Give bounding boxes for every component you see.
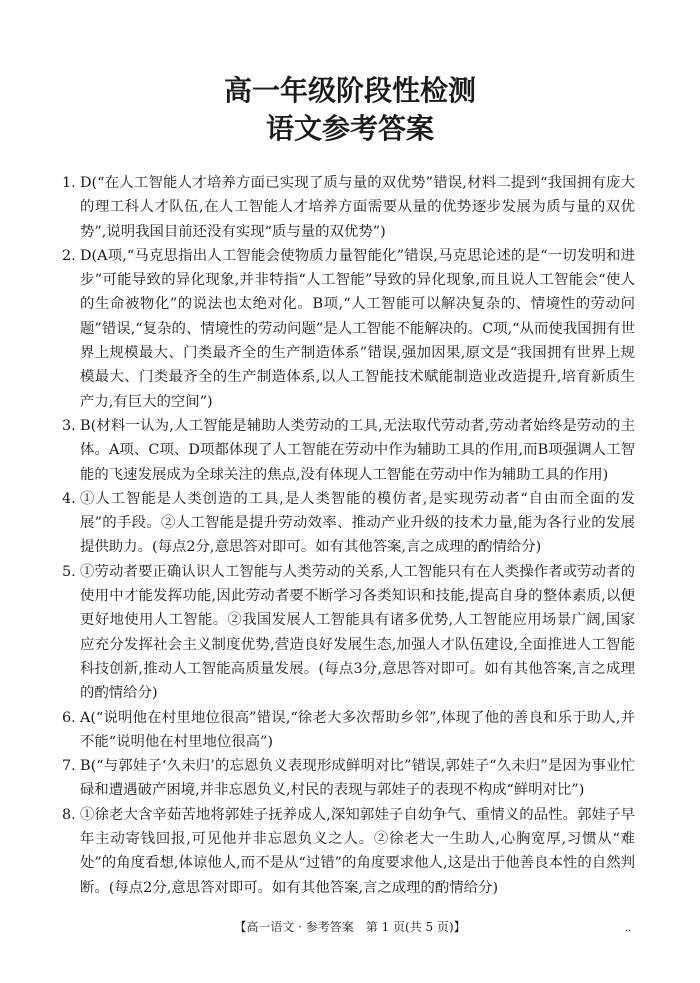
- corner-mark: ··: [625, 926, 632, 937]
- answer-item-1: [62, 171, 635, 244]
- answer-item-7: [62, 754, 635, 803]
- answer-text: D(“在人工智能人才培养方面已实现了质与量的双优势”错误,材料二提到“我国拥有庞大的理工科人才队伍,在人工智能人才培养方面需要从量的优势逐步发展为质与量的双优势”,说明我国目前还没有实现“质与量的双优势”): [80, 175, 635, 240]
- answer-text: ①劳动者要正确认识人工智能与人类劳动的关系,人工智能只有在人类操作者或劳动者的使用中才能发挥功能,因此劳动者要不断学习各类知识和技能,提高自身的整体素质,以便更好地使用人工智能。②我国发展人工智能具有诸多优势,人工智能应用场景广阔,国家应充分发挥社会主义制度优势,营造良好发展生态,加强人才队伍建设,全面推进人工智能科技创新,推动人工智能高质量发展。(每点3分,意思答对即可。如有其他答案,言之成理的酌情给分): [80, 563, 635, 702]
- answer-text: A(“说明他在村里地位很高”错误,“徐老大多次帮助乡邻”,体现了他的善良和乐于助人,并不能“说明他在村里地位很高”): [80, 709, 635, 750]
- answer-item-5: [62, 560, 635, 706]
- answer-number: 4.: [62, 490, 76, 507]
- answer-item-8: [62, 803, 635, 900]
- answer-item-3: [62, 414, 635, 487]
- answer-number: 3.: [62, 417, 76, 434]
- answer-text: D(A项,“马克思指出人工智能会使物质力量智能化”错误,马克思论述的是“一切发明和进步”可能导致的异化现象,并非特指“人工智能”导致的异化现象,而且说人工智能会“使人的生命被物化”的说法也太绝对化。B项,“人工智能可以解决复杂的、情境性的劳动问题”错误,“复杂的、情境性的劳动问题”是人工智能不能解决的。C项,“从而使我国拥有世界上规模最大、门类最齐全的生产制造体系”错误,强加因果,原文是“我国拥有世界上规模最大、门类最齐全的生产制造体系,以人工智能技术赋能制造业改造提升,培育新质生产力,有巨大的空间”): [80, 247, 635, 410]
- answer-item-2: [62, 244, 635, 414]
- page-title: 高一年级阶段性检测: [223, 74, 476, 107]
- answer-number: 1.: [62, 175, 76, 191]
- answer-text: B(“与郭娃子‘久未归’的忘恩负义表现形成鲜明对比”错误,郭娃子“久未归”是因为事业忙碌和遭遇破产困境,并非忘恩负义,村民的表现与郭娃子的表现不构成“鲜明对比”): [80, 758, 635, 799]
- page-footer: 【高一语文 · 参考答案 第 1 页(共 5 页)】: [234, 920, 466, 934]
- answer-item-4: [62, 487, 635, 560]
- answer-number: 5.: [62, 563, 76, 580]
- answer-list: [62, 171, 635, 900]
- answer-number: 6.: [62, 709, 76, 726]
- answer-item-6: [62, 706, 635, 755]
- answer-number: 8.: [62, 806, 76, 823]
- answer-text: ①徐老大含辛茹苦地将郭娃子抚养成人,深知郭娃子自幼争气、重情义的品性。郭娃子早年主动寄钱回报,可见他并非忘恩负义之人。②徐老大一生助人,心胸宽厚,习惯从“难处”的角度看想,体谅他人,而不是从“过错”的角度要求他人,这是出于他善良本性的自然判断。(每点2分,意思答对即可。如有其他答案,言之成理的酌情给分): [80, 806, 635, 896]
- page-subtitle: 语文参考答案: [265, 112, 434, 145]
- answer-number: 2.: [62, 247, 76, 264]
- answer-text: ①人工智能是人类创造的工具,是人类智能的模仿者,是实现劳动者“自由而全面的发展”的手段。②人工智能是提升劳动效率、推动产业升级的技术力量,能为各行业的发展提供助力。(每点2分,意思答对即可。如有其他答案,言之成理的酌情给分): [80, 490, 635, 556]
- answer-number: 7.: [62, 758, 76, 775]
- answer-text: B(材料一认为,人工智能是辅助人类劳动的工具,无法取代劳动者,劳动者始终是劳动的主体。A项、C项、D项都体现了人工智能在劳动中作为辅助工具的作用,而B项强调人工智能的飞速发展成为全球关注的焦点,没有体现人工智能在劳动中作为辅助工具的作用): [80, 417, 635, 483]
